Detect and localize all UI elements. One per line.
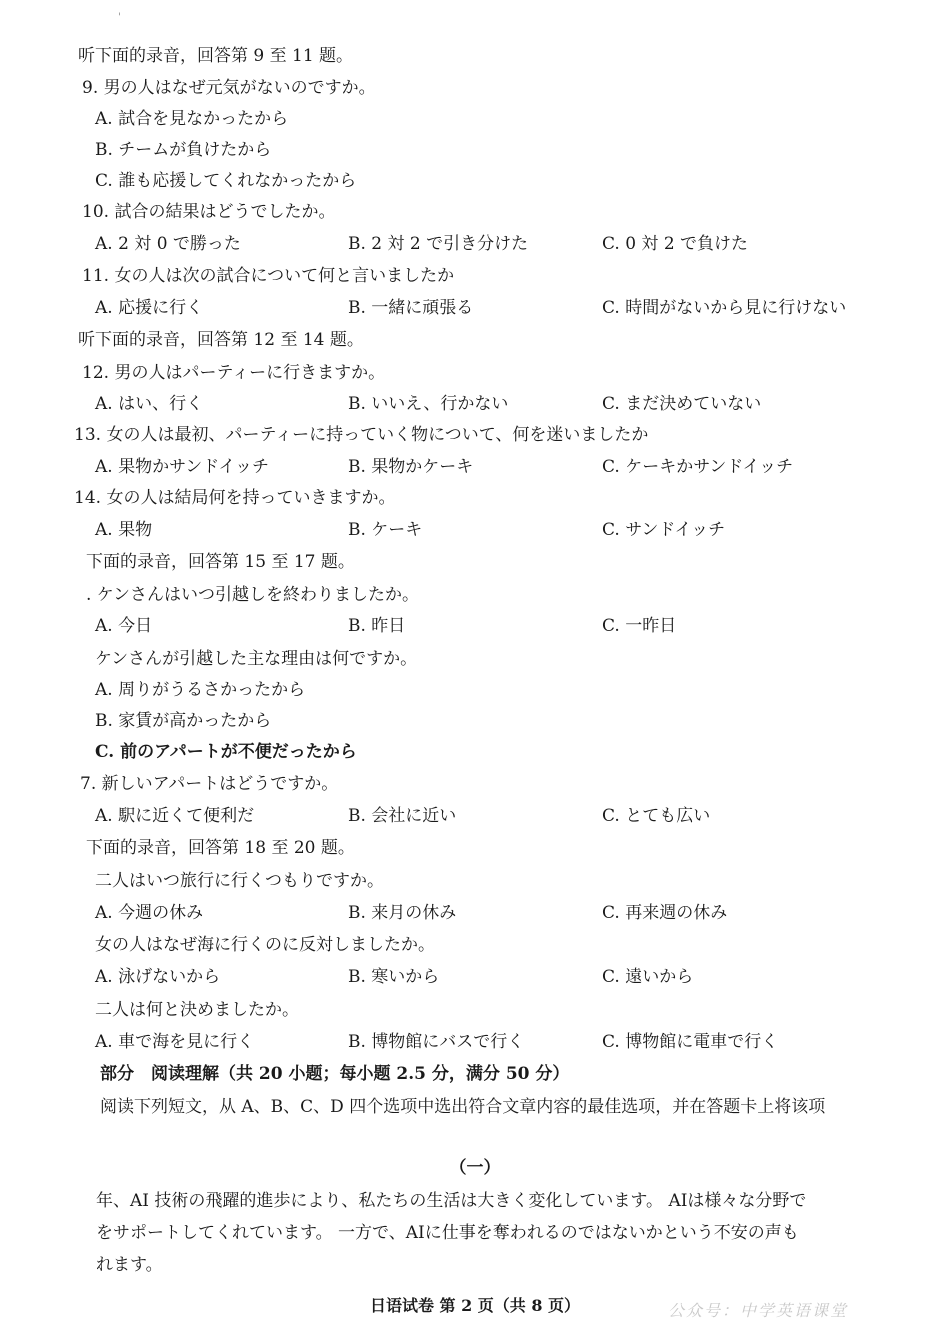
question-19: 女の人はなぜ海に行くのに反対しましたか。 bbox=[95, 935, 435, 955]
option-17c: C. とても広い bbox=[602, 806, 711, 826]
section-instruction-9-11: 听下面的录音，回答第 9 至 11 题。 bbox=[78, 46, 354, 66]
option-19a: A. 泳げないから bbox=[95, 967, 221, 987]
option-9b: B. チームが負けたから bbox=[95, 140, 272, 160]
option-11b: B. 一緒に頑張る bbox=[348, 298, 474, 318]
option-17b: B. 会社に近い bbox=[348, 806, 457, 826]
option-10a: A. 2 対 0 で勝った bbox=[95, 234, 241, 254]
section-instruction-18-20: 下面的录音，回答第 18 至 20 题。 bbox=[86, 838, 355, 858]
option-19b: B. 寒いから bbox=[348, 967, 440, 987]
option-12a: A. はい、行く bbox=[95, 394, 204, 414]
option-14a: A. 果物 bbox=[95, 520, 153, 540]
option-14b: B. ケーキ bbox=[348, 520, 423, 540]
option-10c: C. 0 対 2 で負けた bbox=[602, 234, 749, 254]
option-20a: A. 車で海を見に行く bbox=[95, 1032, 255, 1052]
option-16c: C. 前のアパートが不便だったから bbox=[95, 742, 357, 762]
question-13: 13. 女の人は最初、パーティーに持っていく物について、何を迷いましたか bbox=[74, 425, 649, 445]
option-20c: C. 博物館に電車で行く bbox=[602, 1032, 779, 1052]
section-instruction-15-17: 下面的录音，回答第 15 至 17 题。 bbox=[86, 552, 355, 572]
scan-mark: ' bbox=[118, 12, 121, 23]
question-14: 14. 女の人は結局何を持っていきますか。 bbox=[74, 488, 396, 508]
option-9c: C. 誰も応援してくれなかったから bbox=[95, 171, 357, 191]
option-15b: B. 昨日 bbox=[348, 616, 406, 636]
question-16: ケンさんが引越した主な理由は何ですか。 bbox=[95, 649, 418, 669]
passage-line-1: 年、AI 技術の飛躍的進歩により、私たちの生活は大きく変化しています。 AIは様々な分野で bbox=[96, 1191, 807, 1211]
option-18a: A. 今週の休み bbox=[95, 903, 204, 923]
option-11c: C. 時間がないから見に行けない bbox=[602, 298, 847, 318]
passage-line-2: をサポートしてくれています。 一方で、AIに仕事を奪われるのではないかという不安の声も bbox=[96, 1223, 799, 1243]
page-footer: 日语试卷 第 2 页（共 8 页） bbox=[369, 1296, 581, 1315]
option-19c: C. 遠いから bbox=[602, 967, 694, 987]
option-12c: C. まだ決めていない bbox=[602, 394, 762, 414]
option-16a: A. 周りがうるさかったから bbox=[95, 680, 306, 700]
option-12b: B. いいえ、行かない bbox=[348, 394, 509, 414]
option-13b: B. 果物かケーキ bbox=[348, 457, 474, 477]
option-9a: A. 試合を見なかったから bbox=[95, 109, 289, 129]
watermark: 公众号：中学英语课堂 bbox=[668, 1301, 849, 1320]
option-11a: A. 応援に行く bbox=[95, 298, 204, 318]
option-10b: B. 2 対 2 で引き分けた bbox=[348, 234, 529, 254]
passage-number: （一） bbox=[449, 1158, 501, 1178]
question-10: 10. 試合の結果はどうでしたか。 bbox=[82, 202, 336, 222]
option-14c: C. サンドイッチ bbox=[602, 520, 726, 540]
question-18: 二人はいつ旅行に行くつもりですか。 bbox=[95, 871, 384, 891]
option-13a: A. 果物かサンドイッチ bbox=[95, 457, 270, 477]
option-18b: B. 来月の休み bbox=[348, 903, 457, 923]
option-15a: A. 今日 bbox=[95, 616, 153, 636]
option-18c: C. 再来週の休み bbox=[602, 903, 728, 923]
question-12: 12. 男の人はパーティーに行きますか。 bbox=[82, 363, 386, 383]
question-15: . ケンさんはいつ引越しを終わりましたか。 bbox=[86, 585, 419, 605]
option-16b: B. 家賃が高かったから bbox=[95, 711, 272, 731]
question-9: 9. 男の人はなぜ元気がないのですか。 bbox=[82, 78, 376, 98]
passage-line-3: れます。 bbox=[96, 1255, 163, 1275]
question-11: 11. 女の人は次の試合について何と言いましたか bbox=[82, 266, 455, 286]
option-13c: C. ケーキかサンドイッチ bbox=[602, 457, 794, 477]
option-17a: A. 駅に近くて便利だ bbox=[95, 806, 255, 826]
part-title-reading: 部分 阅读理解（共 20 小题；每小题 2.5 分，满分 50 分） bbox=[100, 1064, 570, 1084]
section-instruction-12-14: 听下面的录音，回答第 12 至 14 题。 bbox=[78, 330, 364, 350]
option-15c: C. 一昨日 bbox=[602, 616, 677, 636]
question-20: 二人は何と決めましたか。 bbox=[95, 1000, 299, 1020]
question-17: 7. 新しいアパートはどうですか。 bbox=[80, 774, 339, 794]
reading-instruction: 阅读下列短文，从 A、B、C、D 四个选项中选出符合文章内容的最佳选项，并在答题卡上将该项 bbox=[100, 1097, 826, 1117]
option-20b: B. 博物館にバスで行く bbox=[348, 1032, 525, 1052]
